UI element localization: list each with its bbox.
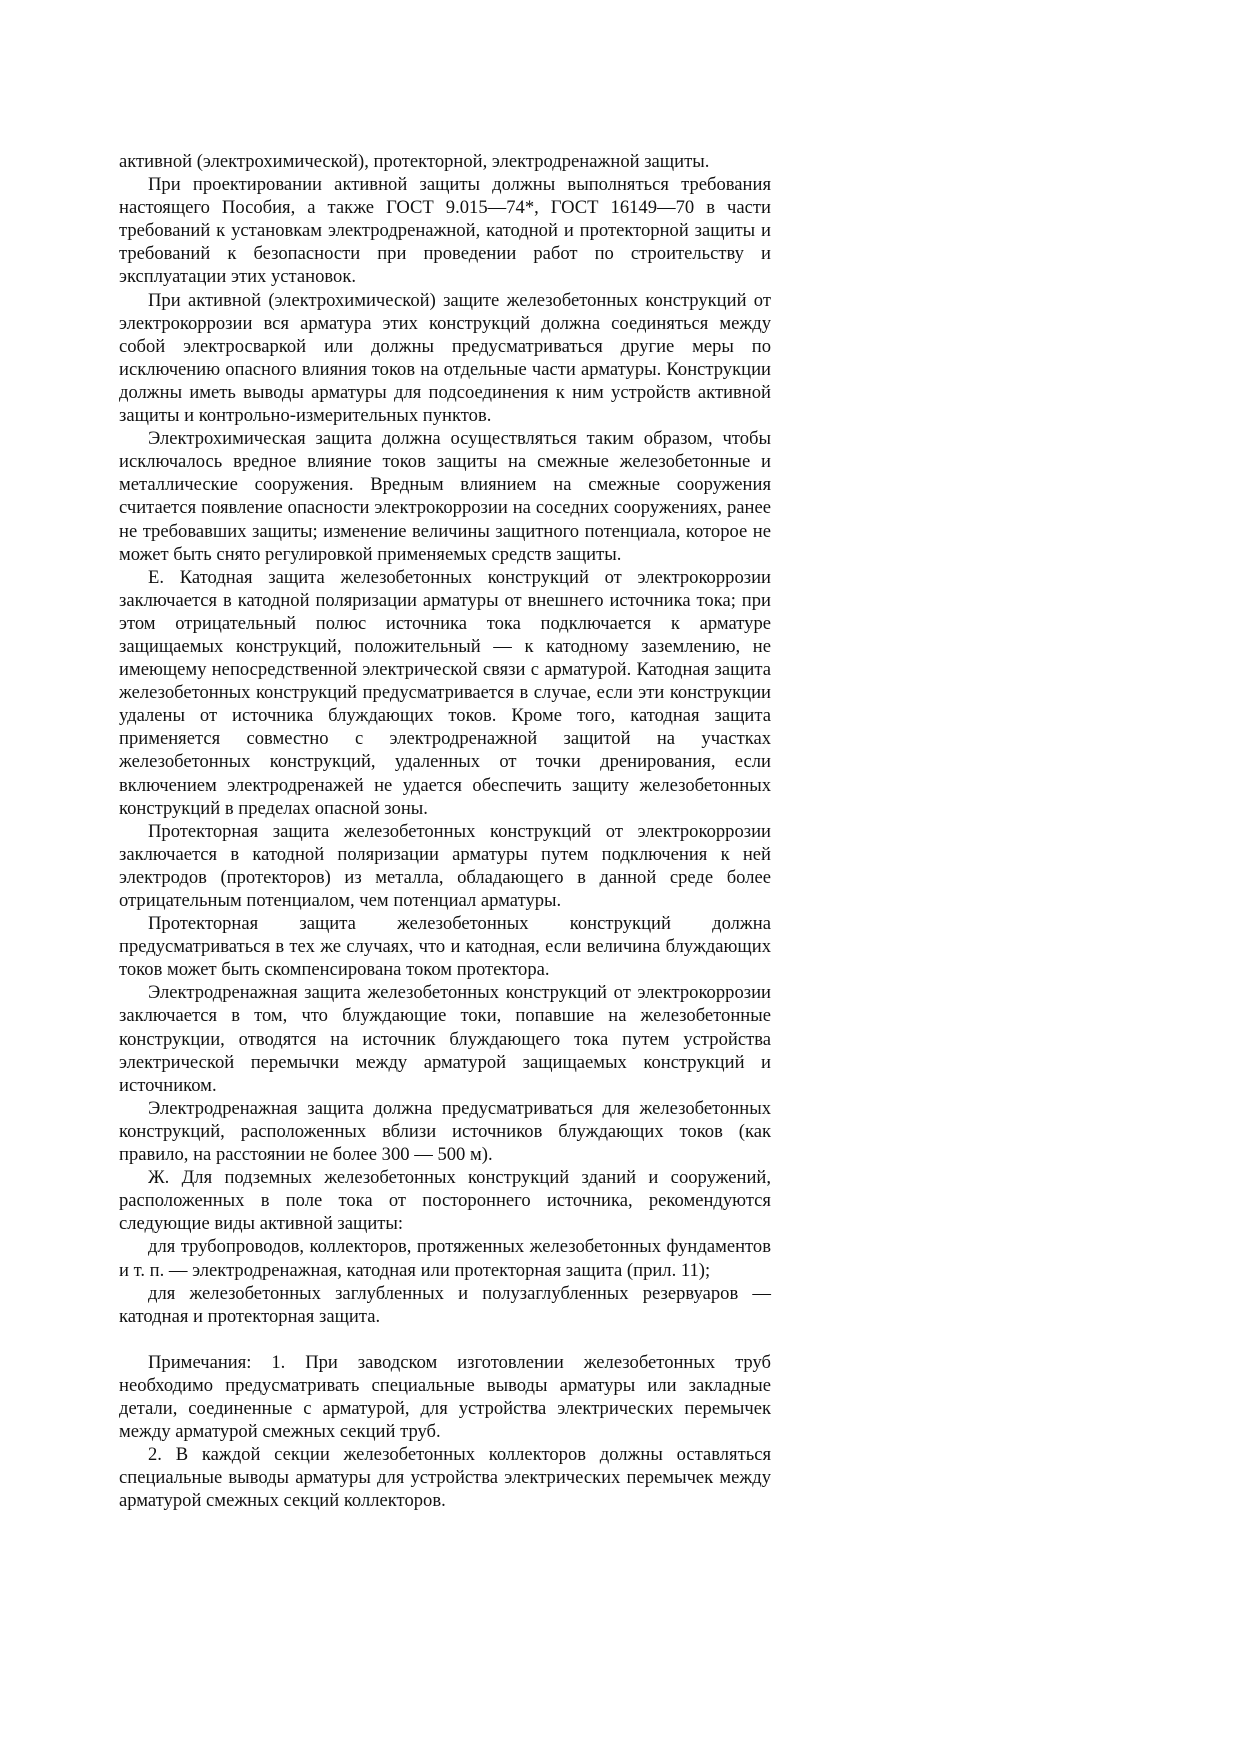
paragraph: для железобетонных заглубленных и полузаглубленных резервуаров — катодная и протекторная защита.: [119, 1282, 771, 1327]
note-paragraph: Примечания: 1. При заводском изготовлении железобетонных труб необходимо предусматривать специальные выводы арматуры или закладные детали, соединенные с арматурой, для устройства электрических перемычек между арматурой смежных секций труб.: [119, 1351, 771, 1443]
paragraph: Электродренажная защита железобетонных конструкций от электрокоррозии заключается в том, что блуждающие токи, попавшие на железобетонные конструкции, отводятся на источник блуждающего тока путем устройства электрической перемычки между арматурой защищаемых конструкций и источником.: [119, 982, 771, 1096]
paragraph: Протекторная защита железобетонных конструкций от электрокоррозии заключается в катодной поляризации арматуры путем подключения к ней электродов (протекторов) из металла, обладающего в данной среде более отрицательным потенциалом, чем потенциал арматуры.: [119, 820, 771, 911]
paragraph: Электродренажная защита должна предусматриваться для железобетонных конструкций, расположенных вблизи источников блуждающих токов (как правило, на расстоянии не более 300 — 500 м).: [119, 1097, 771, 1166]
paragraph: При проектировании активной защиты должны выполняться требования настоящего Пособия, а также ГОСТ 9.015—74*, ГОСТ 16149—70 в части требований к установкам электродренажной, катодной и протекторной защиты и требований к безопасности при проведении работ по строительству и эксплуатации этих установок.: [119, 174, 771, 288]
paragraph: При активной (электрохимической) защите железобетонных конструкций от электрокоррозии вся арматура этих конструкций должна соединяться между собой электросваркой или должны предусматриваться другие меры по исключению опасного влияния токов на отдельные части арматуры. Конструкции должны иметь выводы арматуры для подсоединения к ним устройств активной защиты и контрольно-измерительных пунктов.: [119, 289, 771, 427]
paragraph: для трубопроводов, коллекторов, протяженных железобетонных фундаментов и т. п. — электродренажная, катодная или протекторная защита (прил. 11);: [119, 1236, 771, 1281]
paragraph: Е. Катодная защита железобетонных конструкций от электрокоррозии заключается в катодной поляризации арматуры от внешнего источника тока; при этом отрицательный полюс источника тока подключается к арматуре защищаемых конструкций, положительный — к катодному заземлению, не имеющему непосредственной электрической связи с арматурой. Катодная защита железобетонных конструкций предусматривается в случае, если эти конструкции удалены от источника блуждающих токов. Кроме того, катодная защита применяется совместно с электродренажной защитой на участках железобетонных конструкций, удаленных от точки дренирования, если включением электродренажей не удается обеспечить защиту железобетонных конструкций в пределах опасной зоны.: [119, 566, 771, 819]
paragraph: Протекторная защита железобетонных конструкций должна предусматриваться в тех же случаях, что и катодная, если величина блуждающих токов может быть скомпенсирована током протектора.: [119, 913, 771, 981]
paragraph: Ж. Для подземных железобетонных конструкций зданий и сооружений, расположенных в поле тока от постороннего источника, рекомендуются следующие виды активной защиты:: [119, 1167, 771, 1235]
document-page: [119, 150, 771, 1512]
paragraph: активной (электрохимической), протекторной, электродренажной защиты.: [119, 151, 710, 172]
paragraph: Электрохимическая защита должна осуществляться таким образом, чтобы исключалось вредное влияние токов защиты на смежные железобетонные и металлические сооружения. Вредным влиянием на смежные сооружения считается появление опасности электрокоррозии на соседних сооружениях, ранее не требовавших защиты; изменение величины защитного потенциала, которое не может быть снято регулировкой применяемых средств защиты.: [119, 428, 771, 565]
note-paragraph: 2. В каждой секции железобетонных коллекторов должны оставляться специальные выводы арматуры для устройства электрических перемычек между арматурой смежных секций коллекторов.: [119, 1444, 771, 1512]
